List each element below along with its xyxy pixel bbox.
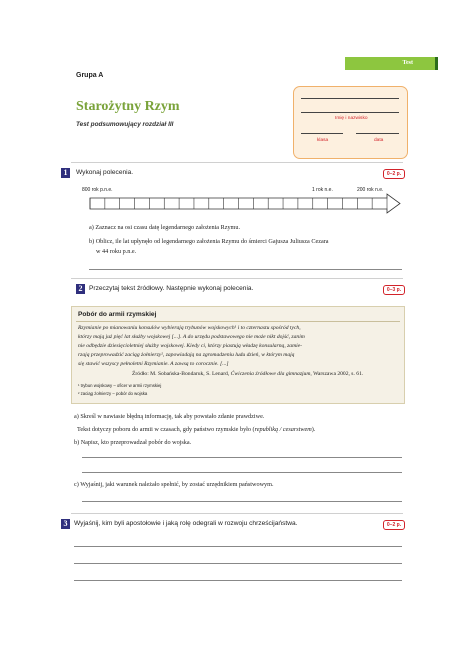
page-subtitle: Test podsumowujący rozdział III bbox=[76, 121, 174, 128]
task2-question-b: b) Napisz, kto przeprowadzał pobór do wojska. bbox=[74, 439, 192, 446]
task1-points-badge: 0–2 p. bbox=[383, 169, 405, 179]
sentence-options[interactable]: republiką / cesarstwem bbox=[254, 426, 312, 433]
band-edge bbox=[435, 57, 438, 70]
date-label: data bbox=[374, 138, 384, 143]
task2-points-badge: 0–3 p. bbox=[383, 285, 405, 295]
footnote-1: ¹ trybun wojskowy – oficer w armii rzymskiej bbox=[78, 383, 162, 388]
citation-book: Ćwiczenia źródłowe dla gimnazjum bbox=[230, 371, 311, 377]
class-label: klasa bbox=[317, 138, 329, 143]
source-line: Rzymianie po mianowaniu konsulów wybierają trybunów wojskowych¹ i to czternastu spośród tych, bbox=[78, 325, 301, 331]
band-label: Test bbox=[402, 60, 413, 66]
task3-instruction: Wyjaśnij, kim byli apostołowie i jaką rolę odegrali w rozwoju chrześcijaństwa. bbox=[74, 520, 298, 527]
task3-answer-line[interactable] bbox=[74, 563, 402, 564]
source-heading: Pobór do armii rzymskiej bbox=[78, 311, 157, 318]
timeline-ticks bbox=[90, 198, 387, 209]
separator bbox=[71, 162, 403, 163]
task3-answer-line[interactable] bbox=[74, 580, 402, 581]
page-title: Starożytny Rzym bbox=[76, 99, 180, 114]
class-line[interactable] bbox=[301, 133, 343, 134]
source-citation bbox=[132, 371, 363, 377]
task-number-3: 3 bbox=[61, 519, 70, 529]
task-number-2: 2 bbox=[76, 284, 85, 294]
date-line[interactable] bbox=[356, 133, 399, 134]
task1-question-b-cont: w 44 roku p.n.e. bbox=[96, 248, 137, 255]
timeline[interactable] bbox=[82, 184, 402, 218]
task2-answer-line-b[interactable] bbox=[82, 457, 402, 458]
task1-answer-line[interactable] bbox=[89, 269, 402, 270]
group-label: Grupa A bbox=[76, 72, 104, 79]
sentence-prefix: Tekst dotyczy poboru do armii w czasach, gdy państwo rzymskie było ( bbox=[77, 426, 255, 433]
name-line[interactable] bbox=[301, 98, 399, 99]
section-band bbox=[345, 57, 435, 70]
name-label: Imię i nazwisko bbox=[335, 116, 368, 121]
task3-points-badge: 0–2 p. bbox=[383, 520, 405, 530]
footnote-2: ² zaciąg żołnierzy – pobór do wojska bbox=[78, 391, 148, 396]
source-rule bbox=[76, 321, 400, 322]
source-text-box bbox=[71, 306, 405, 404]
task2-instruction: Przeczytaj tekst źródłowy. Następnie wykonaj polecenia. bbox=[89, 285, 254, 292]
timeline-end-label: 200 rok n.e. bbox=[357, 187, 384, 193]
task2-sentence[interactable] bbox=[77, 426, 315, 433]
sentence-suffix: ). bbox=[311, 426, 316, 433]
task1-question-a: a) Zaznacz na osi czasu datę legendarnego założenia Rzymu. bbox=[89, 224, 240, 231]
source-line: się stawić wszyscy pełnoletni Rzymianie. A zawsą to corocznie. [...] bbox=[78, 361, 229, 367]
student-info-box bbox=[293, 86, 408, 159]
separator bbox=[71, 513, 403, 514]
task3-answer-line[interactable] bbox=[74, 546, 402, 547]
citation-rest: , Warszawa 2002, s. 61. bbox=[310, 371, 364, 377]
task1-question-b: b) Oblicz, ile lat upłynęło od legendarnego założenia Rzymu do śmierci Gajusza Juliusza Cezara bbox=[89, 238, 329, 245]
timeline-start-label: 800 rok p.n.e. bbox=[82, 187, 113, 193]
task1-instruction: Wykonaj polecenia. bbox=[76, 169, 134, 176]
separator bbox=[71, 278, 403, 279]
source-line: rzają przeprowadzić zaciąg żołnierzy², zapowiadają na zgromadzeniu ludu dzień, w którym mają bbox=[78, 352, 295, 358]
timeline-mid-label: 1 rok n.e. bbox=[312, 187, 333, 193]
citation-author: Źródło: M. Sobańska-Bondaruk, S. Lenard, bbox=[132, 371, 230, 377]
task2-question-a: a) Skreśl w nawiasie błędną informację, tak aby powstało zdanie prawdziwe. bbox=[74, 413, 265, 420]
source-line: nie odbędzie dziesięcioletniej służby wojskowej. Kiedy ci, którzy piastują władzę konsularną, zamie- bbox=[78, 343, 303, 349]
timeline-arrow bbox=[90, 194, 400, 213]
task2-answer-line-b2[interactable] bbox=[82, 472, 402, 473]
source-line: którzy mają już pięć lat służby wojskowej [...]. A do urzędu podstawowego nie może nikt dojść, zanim bbox=[78, 334, 305, 340]
task-number-1: 1 bbox=[61, 168, 70, 178]
task2-answer-line-c[interactable] bbox=[82, 501, 402, 502]
task2-question-c: c) Wyjaśnij, jaki warunek należało spełnić, by zostać urzędnikiem państwowym. bbox=[74, 481, 274, 488]
name-line-2[interactable] bbox=[301, 112, 399, 113]
